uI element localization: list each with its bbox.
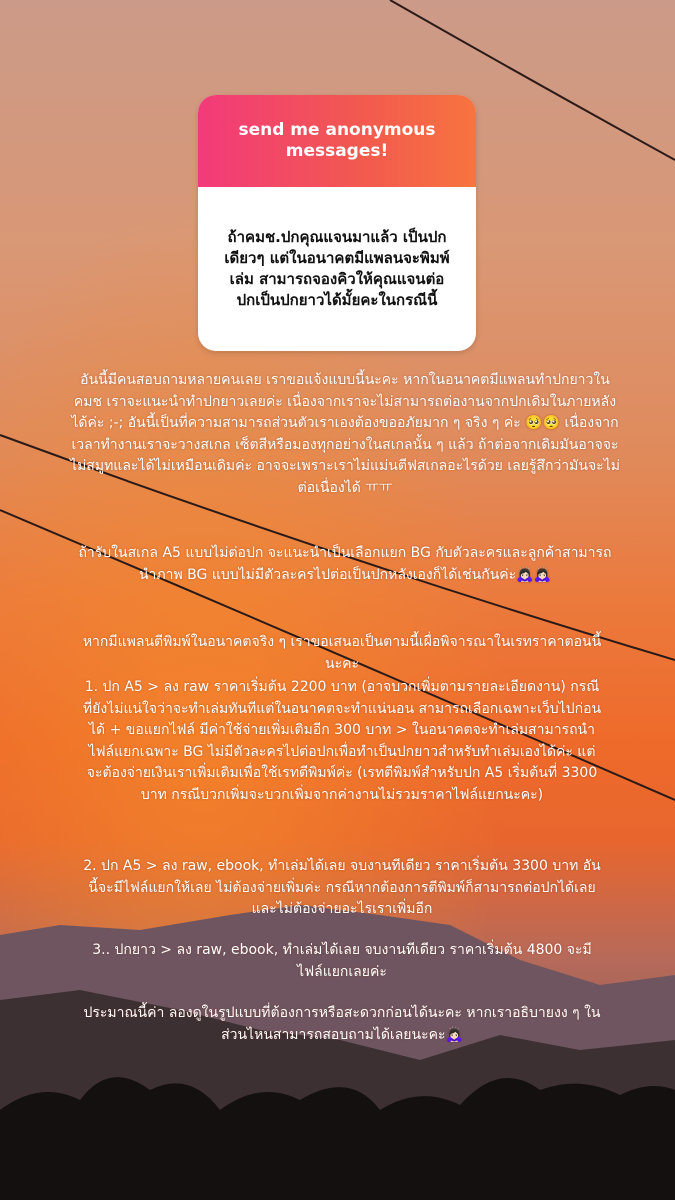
price-option-2: 2. ปก A5 > ลง raw, ebook, ทำเล่มได้เลย จบงานทีเดียว ราคาเริ่มต้น 3300 บาท อันนี้จะมีไฟล์แยกให้เลย ไม่ต้องจ่ายเพิ่มค่ะ กรณีหากต้องการตีพิมพ์ก็สามารถต่อปกได้เลย และไม่ต้องจ่ายอะไรเราเพิ่มอีก — [83, 858, 601, 917]
question-text: ถ้าคมช.ปกคุณแจนมาแล้ว เป็นปกเดียวๆ แต่ในอนาคตมีแพลนจะพิมพ์เล่ม สามารถจองคิวให้คุณแจนต่อปกเป็นปกยาวได้มั้ยคะในกรณีนี้ — [224, 228, 450, 309]
answer-paragraph-2: ถ้ารับในสเกล A5 แบบไม่ต่อปก จะแนะนำเป็นเลือกแยก BG กับตัวละครและลูกค้าสามารถนำภาพ BG แบบไม่มีตัวละครไปต่อเป็นปกหลังเองก็ได้เช่นกันค่ะ🙇🏻‍♀️🙇🏻‍♀️ — [78, 545, 612, 583]
price-option-3: 3.. ปกยาว > ลง raw, ebook, ทำเล่มได้เลย จบงานทีเดียว ราคาเริ่มต้น 4800 จะมีไฟล์แยกเลยค่ะ — [92, 942, 592, 980]
answer-closing: ประมาณนี้ค่า ลองดูในรูปแบบที่ต้องการหรือสะดวกก่อนได้นะคะ หากเราอธิบายงง ๆ ในส่วนไหนสามารถสอบถามได้เลยนะคะ🙇🏻‍♀️ — [83, 1005, 601, 1043]
answer-paragraph-1: อันนี้มีคนสอบถามหลายคนเลย เราขอแจ้งแบบนี้นะคะ หากในอนาคตมีแพลนทำปกยาวใน คมช เราจะแนะนำทำปกยาวเลยค่ะ เนื่องจากเราจะไม่สามารถต่องานจากปกเดิมในภายหลังได้ค่ะ ;-; อันนี้เป็นที่ความสามารถส่วนตัวเราเองต้องขออภัยมาก ๆ จริง ๆ ค่ะ 🥺🥺 เนื่องจากเวลาทำงานเราจะวางสเกล เซ็ตสีหรือมองทุกอย่างในสเกลนั้น ๆ แล้ว ถ้าต่อจากเดิมมันอาจจะไม่สมูทและได้ไม่เหมือนเดิมค่ะ อาจจะเพราะเราไม่แม่นตีฟสเกลอะไรด้วย เลยรู้สึกว่ามันจะไม่ต่อเนื่องได้ ㅠㅠ — [70, 372, 620, 496]
tree-silhouettes — [0, 1077, 675, 1200]
price-option-1: 1. ปก A5 > ลง raw ราคาเริ่มต้น 2200 บาท (อาจบวกเพิ่มตามรายละเอียดงาน) กรณีที่ยังไม่แน่ใจว่าจะทำเล่มทันทีแต่ในอนาคตจะทำแน่นอน สามารถเลือกเฉพาะเว็บไปก่อนได้ + ขอแยกไฟล์ มีค่าใช้จ่ายเพิ่มเติมอีก 300 บาท > ในอนาคตจะทำเล่มสามารถนำไฟล์แยกเฉพาะ BG ไม่มีตัวละครไปต่อปกเพื่อทำเป็นปกยาวสำหรับทำเล่มเองได้ค่ะ แต่จะต้องจ่ายเงินเราเพิ่มเติมเพื่อใช้เรทตีพิมพ์ค่ะ (เรทตีพิมพ์สำหรับปก A5 เริ่มต้นที่ 3300 บาท กรณีบวกเพิ่มจะบวกเพิ่มจากค่างานไม่รวมราคาไฟล์แยกนะคะ) — [82, 679, 602, 803]
anonymous-question-card — [198, 95, 476, 351]
card-header: send me anonymous messages! — [198, 95, 476, 187]
answer-paragraph-3: หากมีแพลนตีพิมพ์ในอนาคตจริง ๆ เราขอเสนอเป็นตามนี้เผื่อพิจารณาในเรทราคาตอนนี้นะคะ — [82, 634, 602, 672]
